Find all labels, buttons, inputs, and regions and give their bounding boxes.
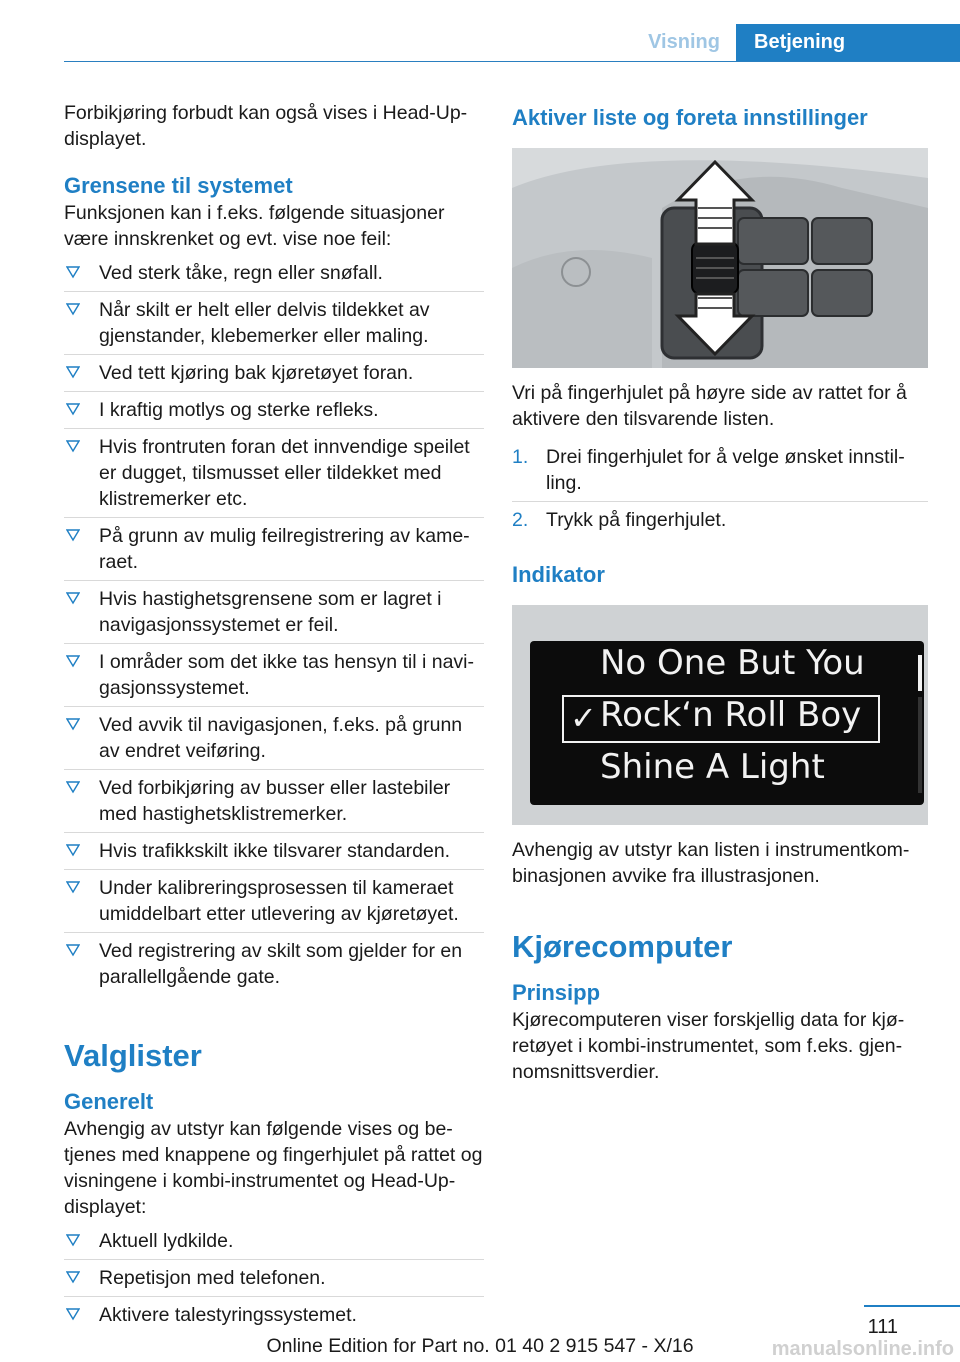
generelt-list-item-text: Repetisjon med telefonen. xyxy=(99,1267,326,1289)
step-number: 2. xyxy=(512,509,529,531)
limits-list-item xyxy=(64,260,484,292)
generelt-list-item xyxy=(64,1265,484,1297)
generelt-list xyxy=(64,1228,484,1334)
triangle-bullet-icon xyxy=(66,943,80,957)
triangle-bullet-icon xyxy=(66,843,80,857)
tab-visning[interactable]: Visning xyxy=(648,31,720,53)
page-number: 111 xyxy=(867,1316,898,1338)
triangle-bullet-icon xyxy=(66,528,80,542)
limits-list-item-text: Ved registrering av skilt som gjelder for en parallellgående gate. xyxy=(99,940,463,988)
valglister-heading: Valglister xyxy=(64,1038,202,1073)
limits-list-item xyxy=(64,360,484,392)
generelt-text: Avhengig av utstyr kan følgende vises og be-tjenes med knappene og fingerhjulet på rattet og visningene i kombi-instrumentet og Head-Up-displayet: xyxy=(64,1118,483,1218)
limits-list-item xyxy=(64,397,484,429)
limits-list-item xyxy=(64,775,484,833)
limits-list-item-text: Ved forbikjøring av busser eller lastebiler med hastighetsklistremerker. xyxy=(99,777,451,825)
generelt-list-item xyxy=(64,1228,484,1260)
step-item xyxy=(512,444,928,502)
limits-list-item xyxy=(64,712,484,770)
generelt-list-item xyxy=(64,1302,484,1334)
limits-list-item xyxy=(64,649,484,707)
limits-list-item-text: På grunn av mulig feilregistrering av kame-raet. xyxy=(99,525,470,573)
triangle-bullet-icon xyxy=(66,302,80,316)
triangle-bullet-icon xyxy=(66,1233,80,1247)
intro-text: Forbikjøring forbudt kan også vises i Head-Up-displayet. xyxy=(64,102,468,150)
step-number: 1. xyxy=(512,446,529,468)
limits-list-item xyxy=(64,875,484,933)
indicator-image xyxy=(512,605,928,825)
computer-heading: Kjørecomputer xyxy=(512,929,733,964)
limits-list-item-text: Ved tett kjøring bak kjøretøyet foran. xyxy=(99,362,414,384)
activate-text: Vri på fingerhjulet på høyre side av rattet for å aktivere den tilsvarende listen. xyxy=(512,382,907,430)
limits-list-item-text: Når skilt er helt eller delvis tildekket av gjenstander, klebemerker eller maling. xyxy=(99,299,430,347)
footer-rule xyxy=(864,1305,960,1307)
triangle-bullet-icon xyxy=(66,1270,80,1284)
generelt-list-item-text: Aktivere talestyringssystemet. xyxy=(99,1304,357,1326)
limits-list-item xyxy=(64,434,484,518)
indicator-heading: Indikator xyxy=(512,562,605,587)
limits-list-item-text: Hvis frontruten foran det innvendige speilet er dugget, tilsmusset eller tildekket med klistremerker etc. xyxy=(99,436,470,510)
triangle-bullet-icon xyxy=(66,880,80,894)
header-rule xyxy=(64,61,960,62)
step-text: Drei fingerhjulet for å velge ønsket innstil-ling. xyxy=(546,446,905,494)
scrollbar-track xyxy=(918,697,922,793)
checkmark-icon: ✓ xyxy=(570,700,597,736)
limits-list-item xyxy=(64,938,484,996)
indicator-item-1: No One But You xyxy=(600,643,865,683)
indicator-item-3: Shine A Light xyxy=(600,747,825,787)
triangle-bullet-icon xyxy=(66,365,80,379)
limits-list-item xyxy=(64,838,484,870)
limits-list-item xyxy=(64,523,484,581)
limits-list-item-text: Hvis hastighetsgrensene som er lagret i navigasjonssystemet er feil. xyxy=(99,588,442,636)
limits-list xyxy=(64,260,484,996)
limits-list-item-text: I områder som det ikke tas hensyn til i navi-gasjonssystemet. xyxy=(99,651,474,699)
triangle-bullet-icon xyxy=(66,402,80,416)
limits-list-item-text: I kraftig motlys og sterke refleks. xyxy=(99,399,379,421)
generelt-list-item-text: Aktuell lydkilde. xyxy=(99,1230,234,1252)
indicator-screen xyxy=(530,641,924,805)
limits-list-item-text: Under kalibreringsprosessen til kameraet umiddelbart etter utlevering av kjøretøyet. xyxy=(99,877,459,925)
indicator-text: Avhengig av utstyr kan listen i instrumentkom-binasjonen avvike fra illustrasjonen. xyxy=(512,839,910,887)
limits-list-item xyxy=(64,586,484,644)
watermark: manualsonline.info xyxy=(771,1338,954,1360)
triangle-bullet-icon xyxy=(66,717,80,731)
steering-wheel-image xyxy=(512,148,928,368)
triangle-bullet-icon xyxy=(66,591,80,605)
generelt-heading: Generelt xyxy=(64,1089,154,1114)
right-column xyxy=(512,100,928,1085)
triangle-bullet-icon xyxy=(66,654,80,668)
triangle-bullet-icon xyxy=(66,439,80,453)
prinsipp-text: Kjørecomputeren viser forskjellig data for kjø-retøyet i kombi-instrumentet, som f.eks. gjen-nomsnittsverdier. xyxy=(512,1009,905,1083)
tab-betjening[interactable]: Betjening xyxy=(736,24,960,61)
activate-heading: Aktiver liste og foreta innstillinger xyxy=(512,105,868,130)
step-text: Trykk på fingerhjulet. xyxy=(546,509,727,531)
triangle-bullet-icon xyxy=(66,265,80,279)
limits-list-item xyxy=(64,297,484,355)
limits-text: Funksjonen kan i f.eks. følgende situasjoner være innskrenket og evt. vise noe feil: xyxy=(64,202,445,250)
left-column xyxy=(64,100,484,1339)
limits-list-item-text: Hvis trafikkskilt ikke tilsvarer standarden. xyxy=(99,840,451,862)
triangle-bullet-icon xyxy=(66,780,80,794)
steering-wheel-illustration xyxy=(512,148,928,368)
prinsipp-heading: Prinsipp xyxy=(512,980,601,1005)
step-item xyxy=(512,507,928,539)
limits-list-item-text: Ved sterk tåke, regn eller snøfall. xyxy=(99,262,383,284)
indicator-item-2: Rock‘n Roll Boy xyxy=(600,695,862,735)
triangle-bullet-icon xyxy=(66,1307,80,1321)
limits-heading: Grensene til systemet xyxy=(64,173,293,198)
edition-text: Online Edition for Part no. 01 40 2 915 547 - X/16 xyxy=(266,1335,694,1357)
limits-list-item-text: Ved avvik til navigasjonen, f.eks. på grunn av endret veiføring. xyxy=(99,714,463,762)
scrollbar-thumb xyxy=(918,655,922,691)
steps-list xyxy=(512,444,928,539)
